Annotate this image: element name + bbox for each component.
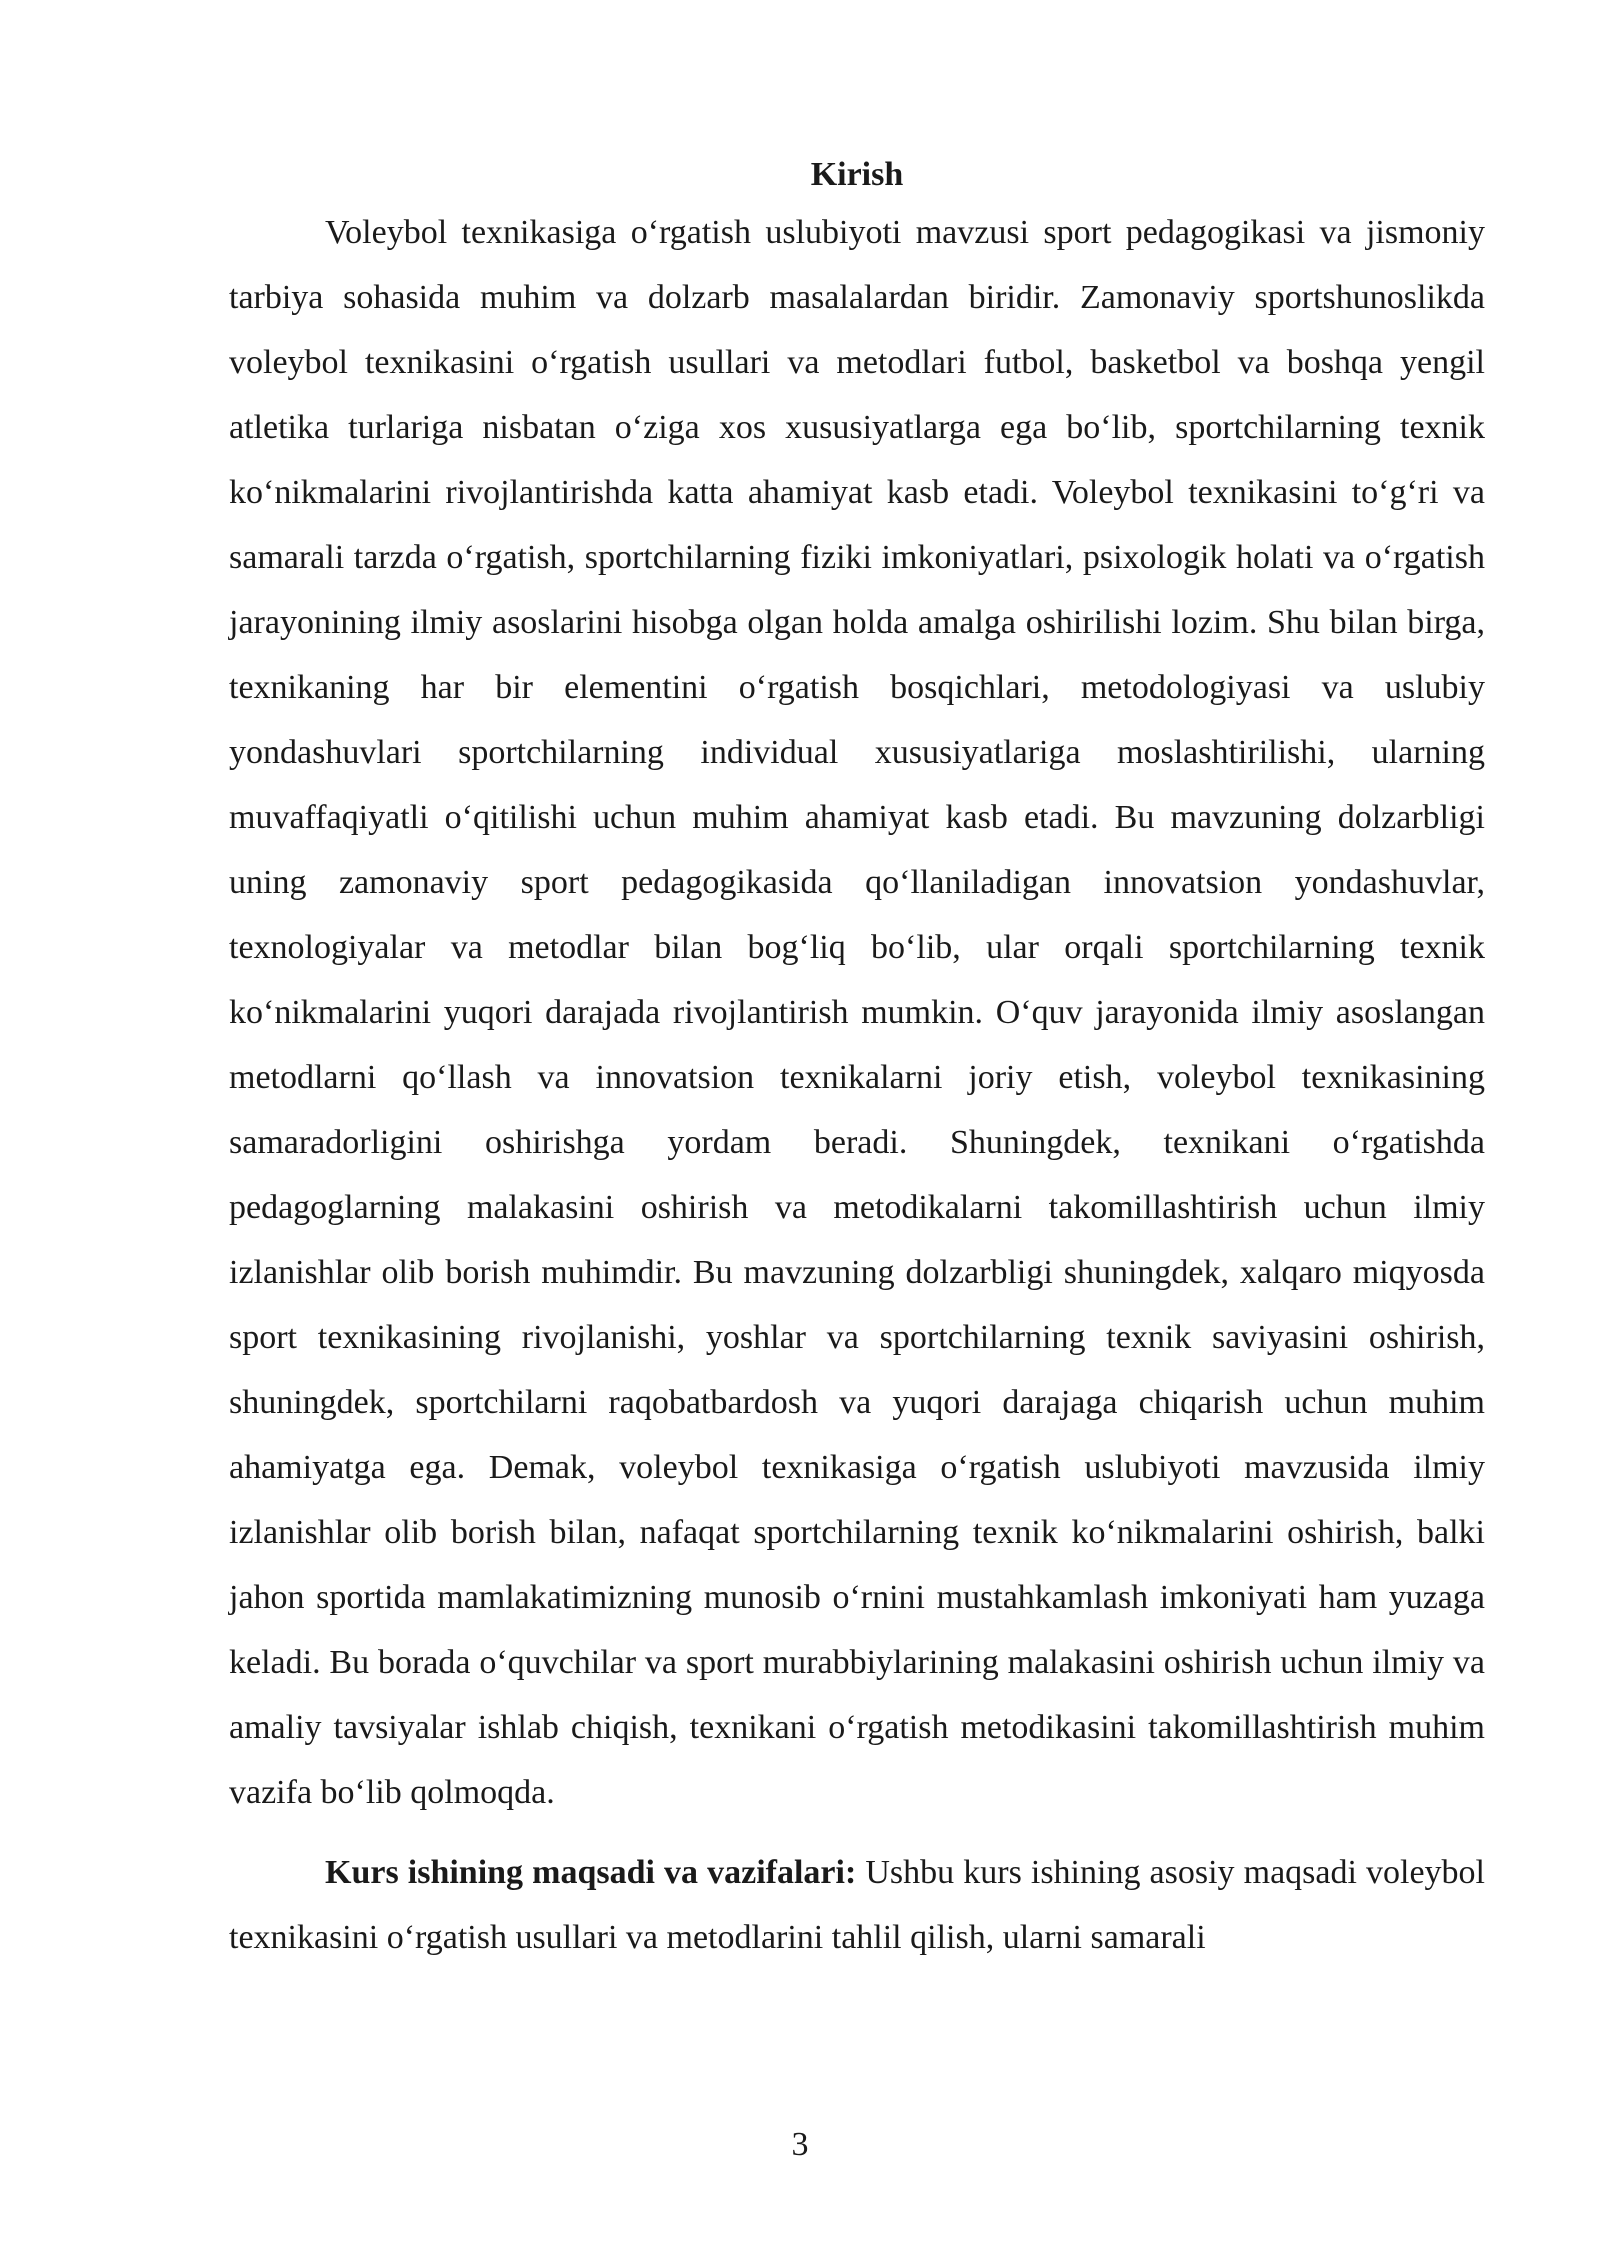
section-heading: Kirish [810,156,904,193]
goals-paragraph-text: Ushbu kurs ishining asosiy maqsadi voleybol texnikasini o‘rgatish usullari va metodlarini tahlil qilish, ularni samarali [229,1854,1485,1956]
goals-paragraph-lead: Kurs ishining maqsadi va vazifalari: [325,1854,857,1891]
intro-paragraph: Voleybol texnikasiga o‘rgatish uslubiyoti mavzusi sport pedagogikasi va jismoniy tarbiya sohasida muhim va dolzarb masalalardan biridir. Zamonaviy sportshunoslikda voleybol texnikasini o‘rgatish usullari va metodlari futbol, basketbol va boshqa yengil atletika turlariga nisbatan o‘ziga xos xususiyatlarga ega bo‘lib, sportchilarning texnik ko‘nikmalarini rivojlantirishda katta ahamiyat kasb etadi. Voleybol texnikasini to‘g‘ri va samarali tarzda o‘rgatish, sportchilarning fiziki imkoniyatlari, psixologik holati va o‘rgatish jarayonining ilmiy asoslarini hisobga olgan holda amalga oshirilishi lozim. Shu bilan birga, texnikaning har bir elementini o‘rgatish bosqichlari, metodologiyasi va uslubiy yondashuvlari sportchilarning individual xususiyatlariga moslashtirilishi, ularning muvaffaqiyatli o‘qitilishi uchun muhim ahamiyat kasb etadi. Bu mavzuning dolzarbligi uning zamonaviy sport pedagogikasida qo‘llaniladigan innovatsion yondashuvlar, texnologiyalar va metodlar bilan bog‘liq bo‘lib, ular orqali sportchilarning texnik ko‘nikmalarini yuqori darajada rivojlantirish mumkin. O‘quv jarayonida ilmiy asoslangan metodlarni qo‘llash va innovatsion texnikalarni joriy etish, voleybol texnikasining samaradorligini oshirishga yordam beradi. Shuningdek, texnikani o‘rgatishda pedagoglarning malakasini oshirish va metodikalarni takomillashtirish uchun ilmiy izlanishlar olib borish muhimdir. Bu mavzuning dolzarbligi shuningdek, xalqaro miqyosda sport texnikasining rivojlanishi, yoshlar va sportchilarning texnik saviyasini oshirish, shuningdek, sportchilarni raqobatbardosh va yuqori darajaga chiqarish uchun muhim ahamiyatga ega. Demak, voleybol texnikasiga o‘rgatish uslubiyoti mavzusida ilmiy izlanishlar olib borish bilan, nafaqat sportchilarning texnik ko‘nikmalarini oshirish, balki jahon sportida mamlakatimizning munosib o‘rnini mustahkamlash imkoniyati ham yuzaga keladi. Bu borada o‘quvchilar va sport murabbiylarining malakasini oshirish uchun ilmiy va amaliy tavsiyalar ishlab chiqish, texnikani o‘rgatish metodikasini takomillashtirish muhim vazifa bo‘lib qolmoqda. [229,214,1485,1811]
goals-paragraph [229,1840,1485,1970]
document-page [229,150,1485,1970]
page-number: 3 [791,2126,809,2163]
